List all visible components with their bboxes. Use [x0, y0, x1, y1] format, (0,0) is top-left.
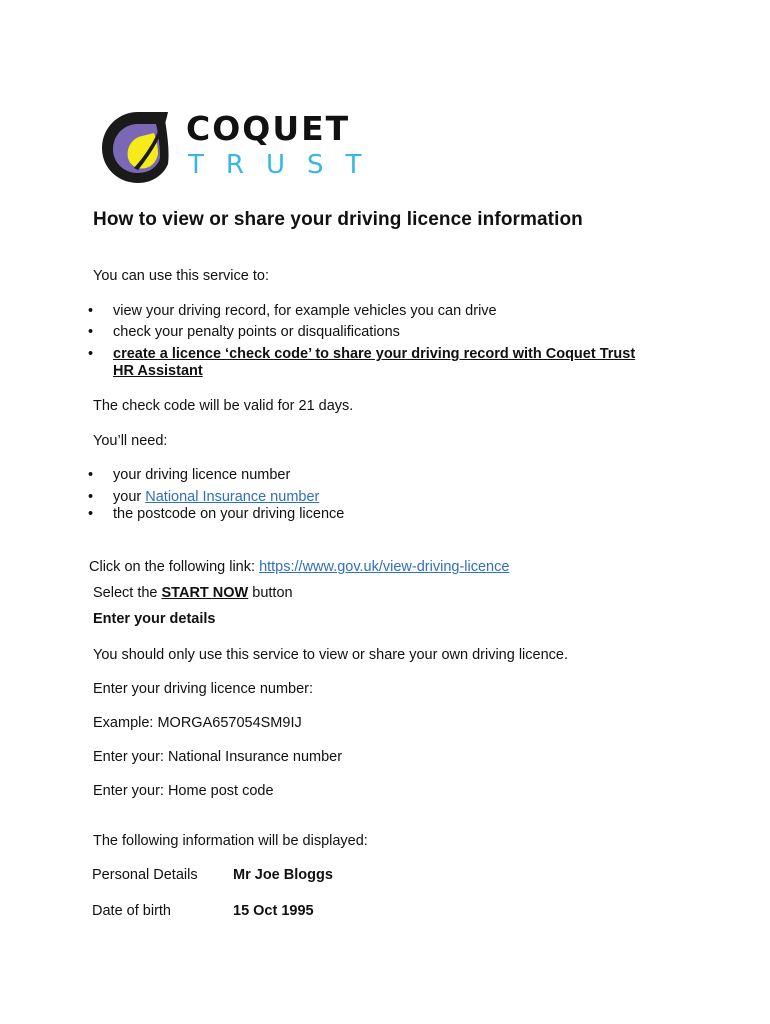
displayed-text: The following information will be displayed: [93, 833, 368, 849]
logo-word-coquet: COQUET [186, 109, 351, 148]
personal-details-label: Personal Details [92, 867, 198, 883]
logo-emblem-icon [98, 108, 176, 186]
view-driving-licence-link[interactable]: https://www.gov.uk/view-driving-licence [259, 559, 510, 575]
service-bullet-2: check your penalty points or disqualifications [113, 324, 400, 340]
example-text: Example: MORGA657054SM9IJ [93, 715, 302, 731]
service-bullet-3-line2: HR Assistant [113, 363, 203, 379]
start-now-label: START NOW [161, 585, 249, 601]
postcode-text: Enter your: Home post code [93, 783, 274, 799]
need-intro-text: You’ll need: [93, 433, 168, 449]
own-licence-text: You should only use this service to view or share your own driving licence. [93, 647, 568, 663]
need-bullet-ni [113, 488, 319, 506]
start-line-suffix: button [248, 585, 293, 601]
coquet-trust-logo [98, 108, 384, 188]
intro-text: You can use this service to: [93, 268, 269, 284]
bullet-dot: • [88, 303, 94, 319]
valid-days-text: The check code will be valid for 21 days. [93, 398, 354, 414]
need-bullet-postcode: the postcode on your driving licence [113, 506, 345, 522]
enter-details-heading: Enter your details [93, 611, 216, 627]
service-bullet-3-line1: create a licence ‘check code’ to share your driving record with Coquet Trust [113, 346, 636, 362]
logo-word-trust: TRUST [188, 150, 384, 180]
start-now-line [93, 584, 293, 602]
bullet-dot: • [88, 467, 94, 483]
bullet-dot: • [88, 489, 94, 505]
licence-number-text: Enter your driving licence number: [93, 681, 314, 697]
dob-value: 15 Oct 1995 [233, 903, 314, 919]
dob-label: Date of birth [92, 903, 171, 919]
personal-details-value: Mr Joe Bloggs [233, 867, 333, 883]
need-bullet-ni-prefix: your [113, 489, 146, 505]
bullet-dot: • [88, 506, 94, 522]
ni-text: Enter your: National Insurance number [93, 749, 343, 765]
page-title: How to view or share your driving licence information [93, 209, 583, 230]
link-line [89, 558, 509, 576]
national-insurance-link[interactable]: National Insurance number [145, 489, 320, 505]
bullet-dot: • [88, 346, 94, 362]
start-line-prefix: Select the [93, 585, 162, 601]
link-line-prefix: Click on the following link: [89, 559, 260, 575]
bullet-dot: • [88, 324, 94, 340]
service-bullet-1: view your driving record, for example vehicles you can drive [113, 303, 497, 319]
need-bullet-licence: your driving licence number [113, 467, 291, 483]
